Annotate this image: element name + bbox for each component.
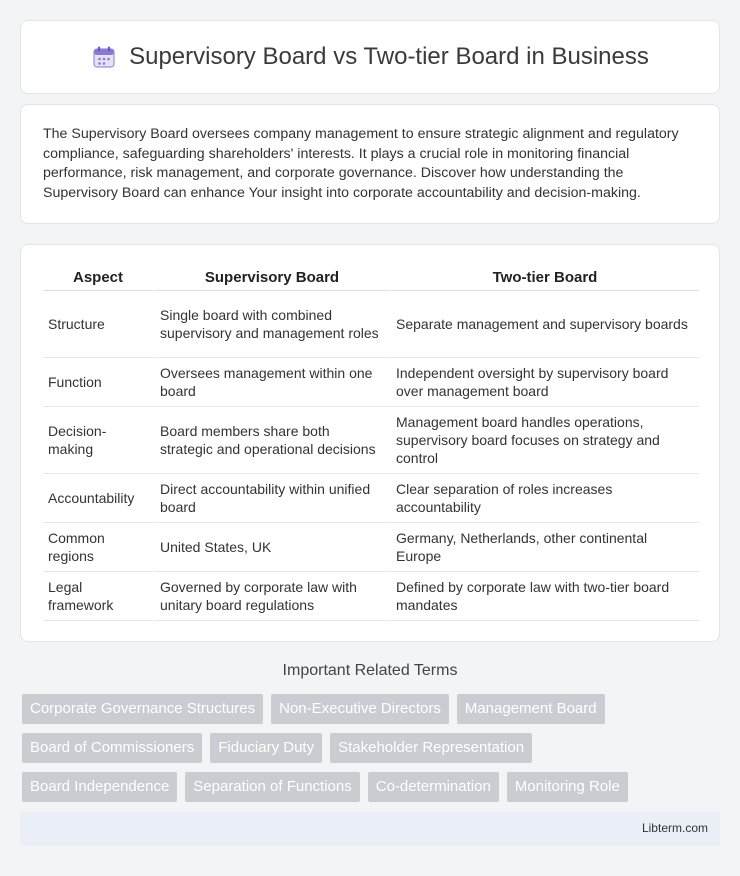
intro-card — [20, 104, 720, 224]
title-wrap — [91, 43, 649, 71]
cell-supervisory: Governed by corporate law with unitary board regulations — [153, 572, 389, 621]
cell-two-tier: Clear separation of roles increases accountability — [389, 474, 699, 523]
table-row — [43, 474, 699, 523]
intro-text: The Supervisory Board oversees company management to ensure strategic alignment and regulatory compliance, safeguarding shareholders' interests. It plays a crucial role in monitoring financial performance, risk management, and corporate governance. Discover how understanding the Supervisory Board can enhance Your insight into corporate accountability and decision-making. — [43, 126, 679, 201]
table-row — [43, 523, 699, 572]
table-row — [43, 358, 699, 407]
related-term-tag[interactable]: Stakeholder Representation — [330, 733, 532, 763]
header-aspect: Aspect — [43, 263, 153, 291]
cell-supervisory: Direct accountability within unified board — [153, 474, 389, 523]
header-supervisory-board: Supervisory Board — [153, 263, 389, 291]
cell-two-tier: Separate management and supervisory boards — [389, 291, 699, 358]
tag-row — [22, 694, 722, 724]
cell-two-tier: Defined by corporate law with two-tier board mandates — [389, 572, 699, 621]
cell-supervisory: Oversees management within one board — [153, 358, 389, 407]
table-row — [43, 572, 699, 621]
cell-aspect: Common regions — [43, 523, 153, 572]
cell-two-tier: Management board handles operations, supervisory board focuses on strategy and control — [389, 407, 699, 474]
cell-two-tier: Independent oversight by supervisory board over management board — [389, 358, 699, 407]
table-row — [43, 291, 699, 358]
related-term-tag[interactable]: Co-determination — [368, 772, 499, 802]
cell-supervisory: United States, UK — [153, 523, 389, 572]
footer-site-link[interactable]: Libterm.com — [641, 821, 708, 835]
cell-aspect: Accountability — [43, 474, 153, 523]
header-two-tier-board: Two-tier Board — [389, 263, 699, 291]
page-title: Supervisory Board vs Two-tier Board in Business — [129, 43, 649, 70]
related-term-tag[interactable]: Fiduciary Duty — [210, 733, 322, 763]
header-card — [20, 20, 720, 94]
cell-supervisory: Single board with combined supervisory and management roles — [153, 291, 389, 358]
comparison-table-card — [20, 244, 720, 642]
table-row — [43, 407, 699, 474]
related-term-tag[interactable]: Management Board — [457, 694, 605, 724]
related-term-tag[interactable]: Board of Commissioners — [22, 733, 202, 763]
cell-aspect: Structure — [43, 291, 153, 358]
comparison-table — [43, 263, 699, 621]
cell-aspect: Function — [43, 358, 153, 407]
footer — [20, 812, 720, 846]
related-term-tag[interactable]: Monitoring Role — [507, 772, 628, 802]
related-terms-tags — [22, 694, 722, 811]
cell-supervisory: Board members share both strategic and operational decisions — [153, 407, 389, 474]
related-term-tag[interactable]: Separation of Functions — [185, 772, 359, 802]
related-term-tag[interactable]: Corporate Governance Structures — [22, 694, 263, 724]
related-term-tag[interactable]: Board Independence — [22, 772, 177, 802]
table-header-row — [43, 263, 699, 291]
tag-row — [22, 733, 722, 763]
tag-row — [22, 772, 722, 802]
cell-two-tier: Germany, Netherlands, other continental Europe — [389, 523, 699, 572]
cell-aspect: Decision-making — [43, 407, 153, 474]
related-term-tag[interactable]: Non-Executive Directors — [271, 694, 449, 724]
related-terms-heading: Important Related Terms — [282, 662, 458, 679]
calendar-icon — [91, 44, 117, 70]
cell-aspect: Legal framework — [43, 572, 153, 621]
